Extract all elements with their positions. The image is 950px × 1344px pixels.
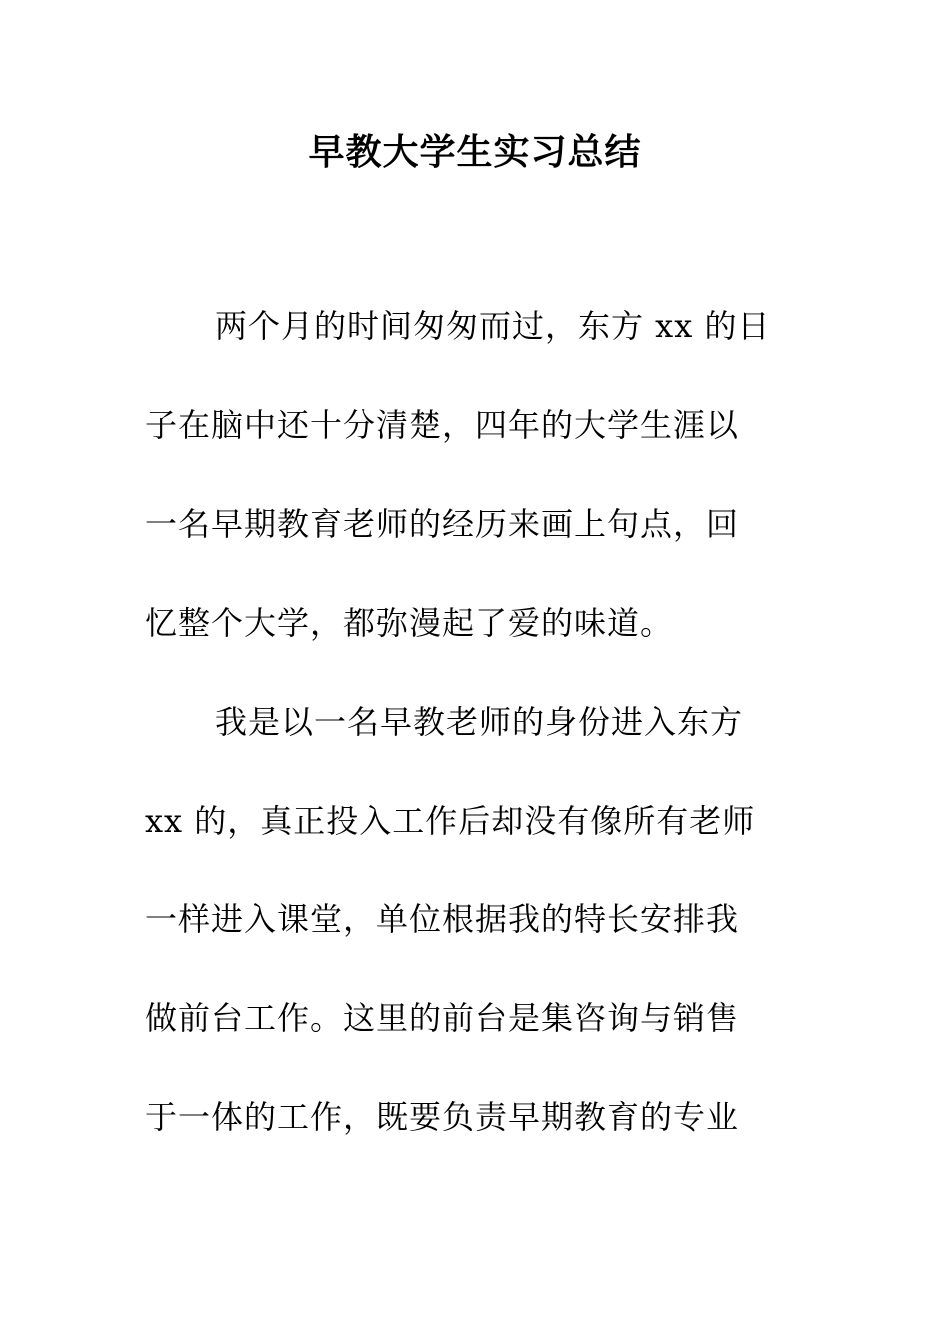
paragraph-1-line-4: 忆整个大学，都弥漫起了爱的味道。	[145, 604, 674, 642]
paragraph-1-line-2: 子在脑中还十分清楚，四年的大学生涯以	[145, 406, 740, 444]
paragraph-1-line-3: 一名早期教育老师的经历来画上句点，回	[145, 505, 740, 543]
paragraph-1-line-1: 两个月的时间匆匆而过，东方 xx 的日	[215, 307, 771, 345]
paragraph-2-line-3: 一样进入课堂，单位根据我的特长安排我	[145, 900, 740, 938]
paragraph-2-line-2: xx 的，真正投入工作后却没有像所有老师	[145, 802, 756, 840]
paragraph-2-line-5: 于一体的工作，既要负责早期教育的专业	[145, 1098, 740, 1136]
paragraph-2-line-4: 做前台工作。这里的前台是集咨询与销售	[145, 999, 740, 1037]
document-title: 早教大学生实习总结	[308, 131, 642, 173]
paragraph-2-line-1: 我是以一名早教老师的身份进入东方	[215, 703, 744, 741]
